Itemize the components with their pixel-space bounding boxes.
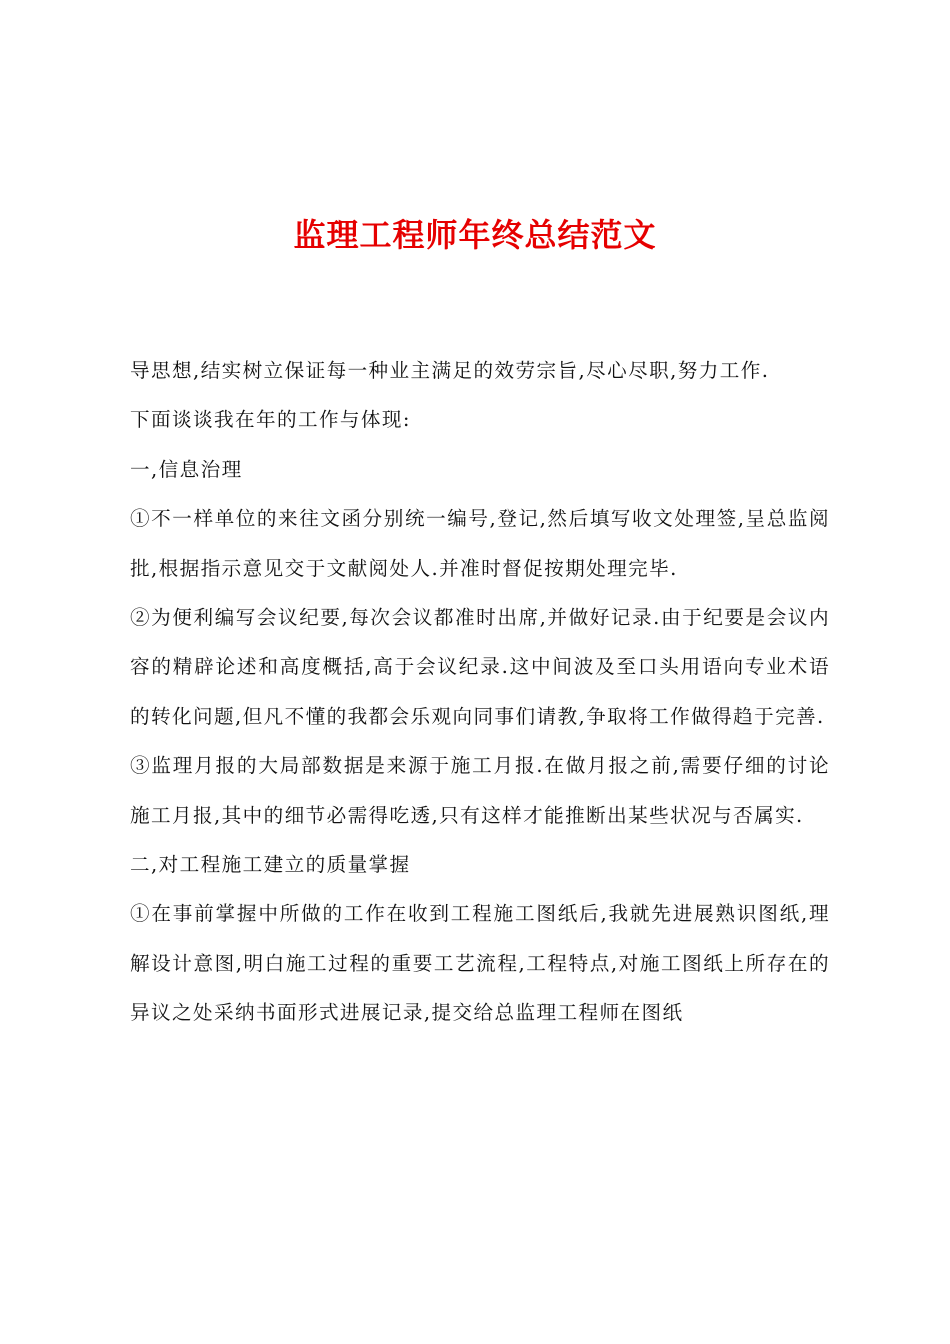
paragraph: ②为便利编写会议纪要,每次会议都准时出席,并做好记录.由于纪要是会议内容的精辟论述和高度概括,高于会议纪录.这中间波及至口头用语向专业术语的转化问题,但凡不懂的我都会乐观向同事们请教,争取将工作做得趋于完善. <box>130 606 830 728</box>
paragraph: 下面谈谈我在年的工作与体现: <box>130 408 411 432</box>
section-heading: 一,信息治理 <box>130 457 243 481</box>
paragraph: ①在事前掌握中所做的工作在收到工程施工图纸后,我就先进展熟识图纸,理解设计意图,明白施工过程的重要工艺流程,工程特点,对施工图纸上所存在的异议之处采纳书面形式进展记录,提交给总监理工程师在图纸 <box>130 902 830 1025</box>
document-body <box>130 346 830 1038</box>
paragraph: 导思想,结实树立保证每一种业主满足的效劳宗旨,尽心尽职,努力工作. <box>130 359 770 382</box>
section-heading: 二,对工程施工建立的质量掌握 <box>130 853 411 877</box>
paragraph: ③监理月报的大局部数据是来源于施工月报.在做月报之前,需要仔细的讨论施工月报,其中的细节必需得吃透,只有这样才能推断出某些状况与否属实. <box>130 754 830 827</box>
paragraph: ①不一样单位的来往文函分别统一编号,登记,然后填写收文处理签,呈总监阅批,根据指示意见交于文献阅处人.并准时督促按期处理完毕. <box>130 507 830 580</box>
document-title: 监理工程师年终总结范文 <box>293 216 657 254</box>
